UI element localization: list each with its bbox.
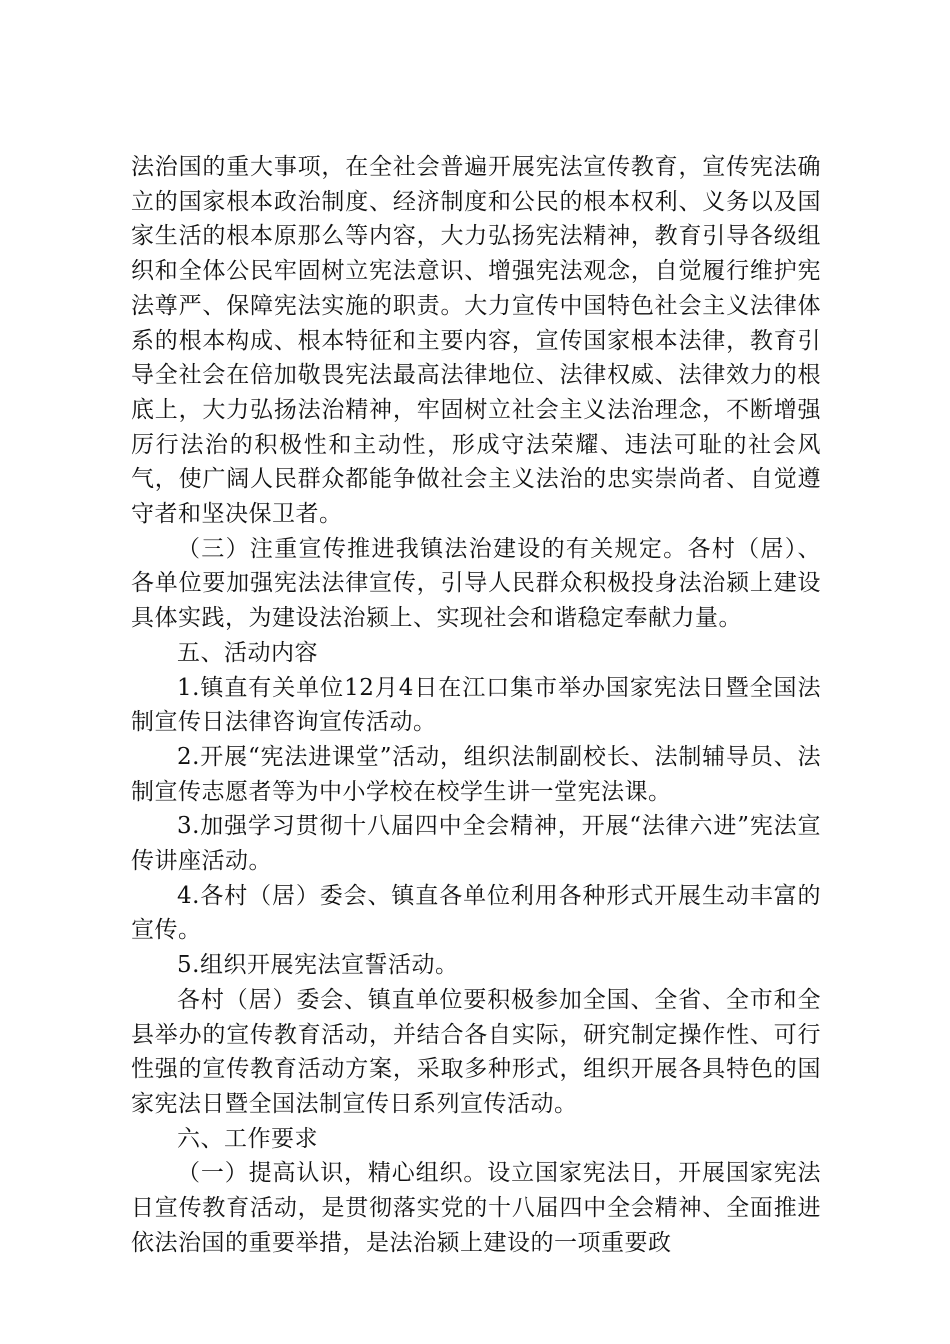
list-item-5: 5.组织开展宪法宣誓活动。 (177, 952, 459, 979)
list-item-1: 1.镇直有关单位12月4日在江口集市举办国家宪法日暨全国法制宣传日法律咨询宣传活动。 (131, 674, 821, 736)
heading-work-requirements: 六、工作要求 (177, 1125, 318, 1152)
document-body (131, 150, 821, 1261)
paragraph-participation: 各村（居）委会、镇直单位要积极参加全国、全省、全市和全县举办的宣传教育活动，并结合各自实际，研究制定操作性、可行性强的宣传教育活动方案，采取多种形式，组织开展各具特色的国家宪法日暨全国法制宣传日系列宣传活动。 (131, 986, 821, 1117)
list-item-4: 4.各村（居）委会、镇直各单位利用各种形式开展生动丰富的宣传。 (131, 882, 821, 944)
list-item-2: 2.开展“宪法进课堂”活动，组织法制副校长、法制辅导员、法制宣传志愿者等为中小学校在校学生讲一堂宪法课。 (131, 743, 821, 805)
paragraph-requirement-one: （一）提高认识，精心组织。设立国家宪法日，开展国家宪法日宣传教育活动，是贯彻落实党的十八届四中全会精神、全面推进依法治国的重要举措，是法治颍上建设的一项重要政 (131, 1160, 821, 1256)
paragraph-rule-of-law-publicity: 法治国的重大事项，在全社会普遍开展宪法宣传教育，宣传宪法确立的国家根本政治制度、经济制度和公民的根本权利、义务以及国家生活的根本原那么等内容，大力弘扬宪法精神，教育引导各级组织和全体公民牢固树立宪法意识、增强宪法观念，自觉履行维护宪法尊严、保障宪法实施的职责。大力宣传中国特色社会主义法律体系的根本构成、根本特征和主要内容，宣传国家根本法律，教育引导全社会在倍加敬畏宪法最高法律地位、法律权威、法律效力的根底上，大力弘扬法治精神，牢固树立社会主义法治理念，不断增强厉行法治的积极性和主动性，形成守法荣耀、违法可耻的社会风气，使广阔人民群众都能争做社会主义法治的忠实崇尚者、自觉遵守者和坚决保卫者。 (131, 154, 821, 528)
paragraph-section-three: （三）注重宣传推进我镇法治建设的有关规定。各村（居）、各单位要加强宪法法律宣传，引导人民群众积极投身法治颍上建设具体实践，为建设法治颍上、实现社会和谐稳定奉献力量。 (131, 535, 821, 632)
list-item-3: 3.加强学习贯彻十八届四中全会精神，开展“法律六进”宪法宣传讲座活动。 (131, 813, 821, 875)
heading-activity-content: 五、活动内容 (177, 639, 318, 666)
